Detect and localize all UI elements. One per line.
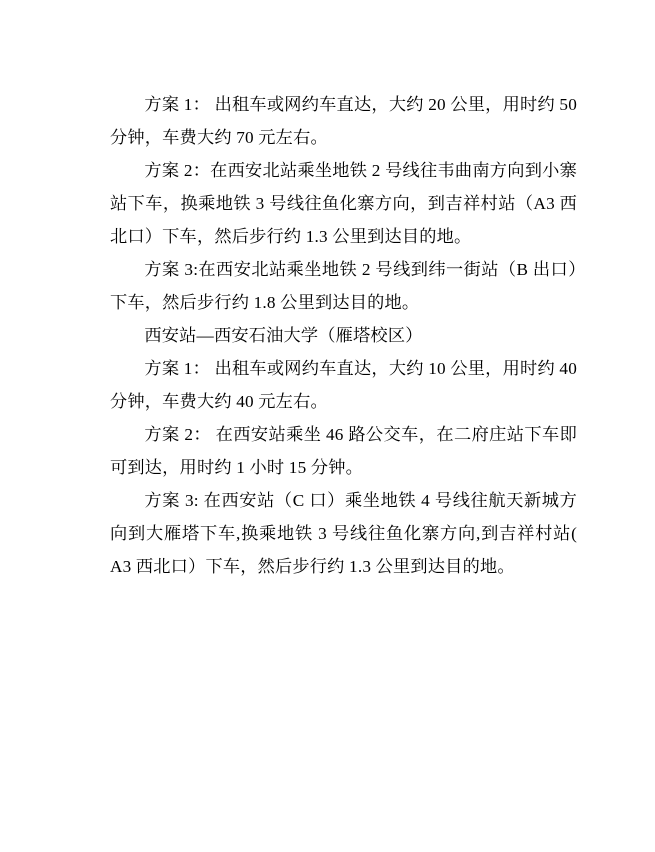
document-body <box>110 88 577 583</box>
paragraph-plan1-north: 方案 1： 出租车或网约车直达，大约 20 公里，用时约 50 分钟，车费大约 70 元左右。 <box>110 95 577 147</box>
paragraph-plan2-xian-station: 方案 2： 在西安站乘坐 46 路公交车，在二府庄站下车即可到达，用时约 1 小时 15 分钟。 <box>110 425 577 477</box>
paragraph-plan2-north: 方案 2：在西安北站乘坐地铁 2 号线往韦曲南方向到小寨站下车，换乘地铁 3 号线往鱼化寨方向，到吉祥村站（A3 西北口）下车，然后步行约 1.3 公里到达目的地。 <box>110 161 577 246</box>
paragraph-plan1-xian-station: 方案 1： 出租车或网约车直达，大约 10 公里，用时约 40 分钟，车费大约 40 元左右。 <box>110 359 577 411</box>
paragraph-plan3-north: 方案 3:在西安北站乘坐地铁 2 号线到纬一街站（B 出口）下车，然后步行约 1.8 公里到达目的地。 <box>110 260 577 312</box>
paragraph-plan3-xian-station: 方案 3: 在西安站（C 口）乘坐地铁 4 号线往航天新城方向到大雁塔下车,换乘地铁 3 号线往鱼化寨方向,到吉祥村站( A3 西北口）下车，然后步行约 1.3 公里到达目的地。 <box>110 491 577 576</box>
paragraph-section-heading-xian-station: 西安站—西安石油大学（雁塔校区） <box>144 326 423 345</box>
